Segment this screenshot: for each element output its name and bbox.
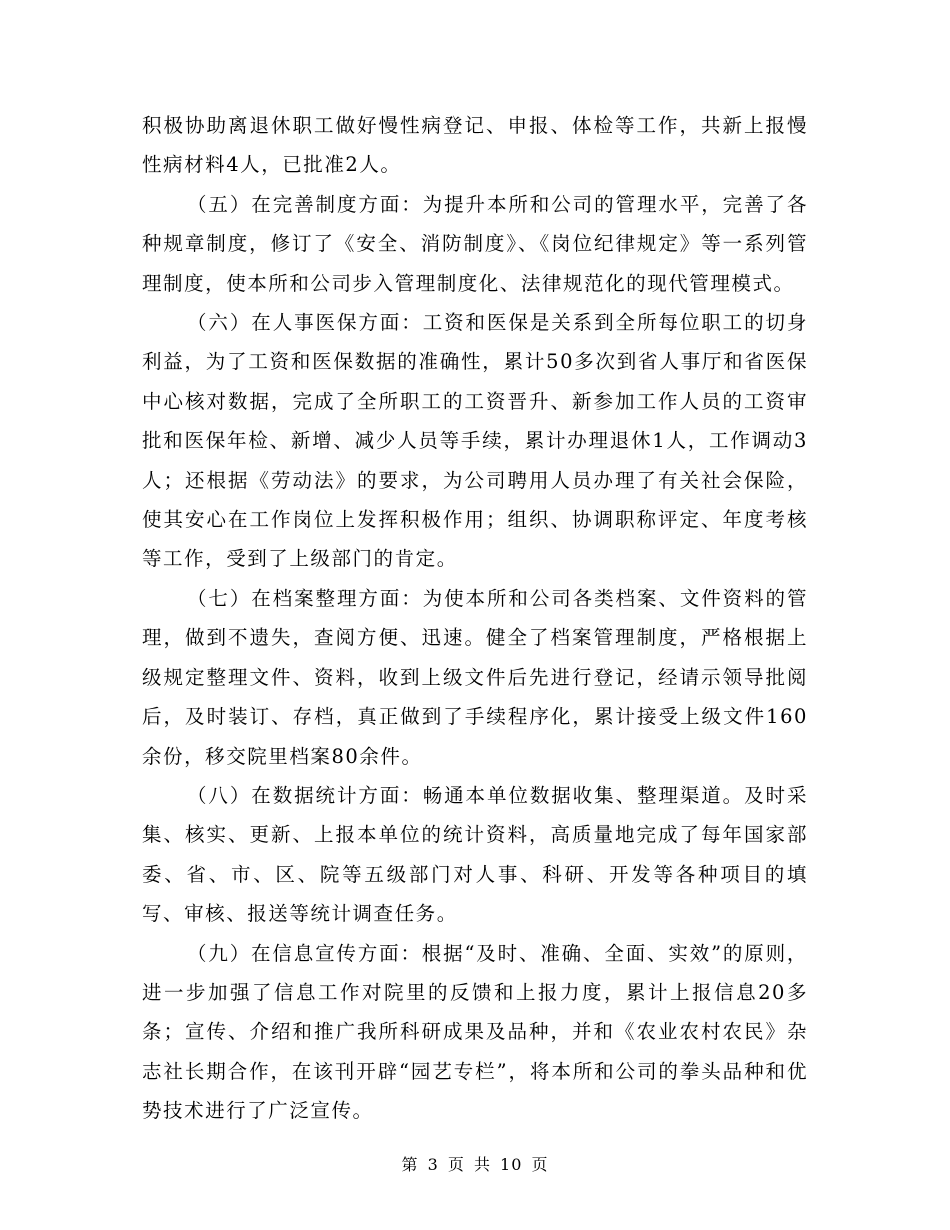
paragraph-data-statistics: （八）在数据统计方面：畅通本单位数据收集、整理渠道。及时采集、核实、更新、上报本单位的统计资料，高质量地完成了每年国家部委、省、市、区、院等五级部门对人事、科研、开发等各种项目的填写、审核、报送等统计调查任务。 — [142, 783, 808, 926]
page-number-footer: 第 3 页 共 10 页 — [401, 1155, 549, 1174]
paragraph-personnel-insurance: （六）在人事医保方面：工资和医保是关系到全所每位职工的切身利益，为了工资和医保数据的准确性，累计50多次到省人事厅和省医保中心核对数据，完成了全所职工的工资晋升、新参加工作人员的工资审批和医保年检、新增、减少人员等手续，累计办理退休1人，工作调动3人；还根据《劳动法》的要求，为公司聘用人员办理了有关社会保险，使其安心在工作岗位上发挥积极作用；组织、协调职称评定、年度考核等工作，受到了上级部门的肯定。 — [142, 311, 808, 571]
paragraph-archive-management: （七）在档案整理方面：为使本所和公司各类档案、文件资料的管理，做到不遗失，查阅方便、迅速。健全了档案管理制度，严格根据上级规定整理文件、资料，收到上级文件后先进行登记，经请示领导批阅后，及时装订、存档，真正做到了手续程序化，累计接受上级文件160余份，移交院里档案80余件。 — [142, 586, 808, 768]
document-body — [142, 106, 808, 1131]
paragraph-continuation: 积极协助离退休职工做好慢性病登记、申报、体检等工作，共新上报慢性病材料4人，已批准2人。 — [142, 114, 808, 177]
paragraph-system-improvement: （五）在完善制度方面：为提升本所和公司的管理水平，完善了各种规章制度，修订了《安全、消防制度》、《岗位纪律规定》等一系列管理制度，使本所和公司步入管理制度化、法律规范化的现代管理模式。 — [142, 192, 808, 295]
paragraph-information-publicity: （九）在信息宣传方面：根据“及时、准确、全面、实效”的原则，进一步加强了信息工作对院里的反馈和上报力度，累计上报信息20多条；宣传、介绍和推广我所科研成果及品种，并和《农业农村农民》杂志社长期合作，在该刊开辟“园艺专栏”，将本所和公司的拳头品种和优势技术进行了广泛宣传。 — [142, 941, 808, 1123]
